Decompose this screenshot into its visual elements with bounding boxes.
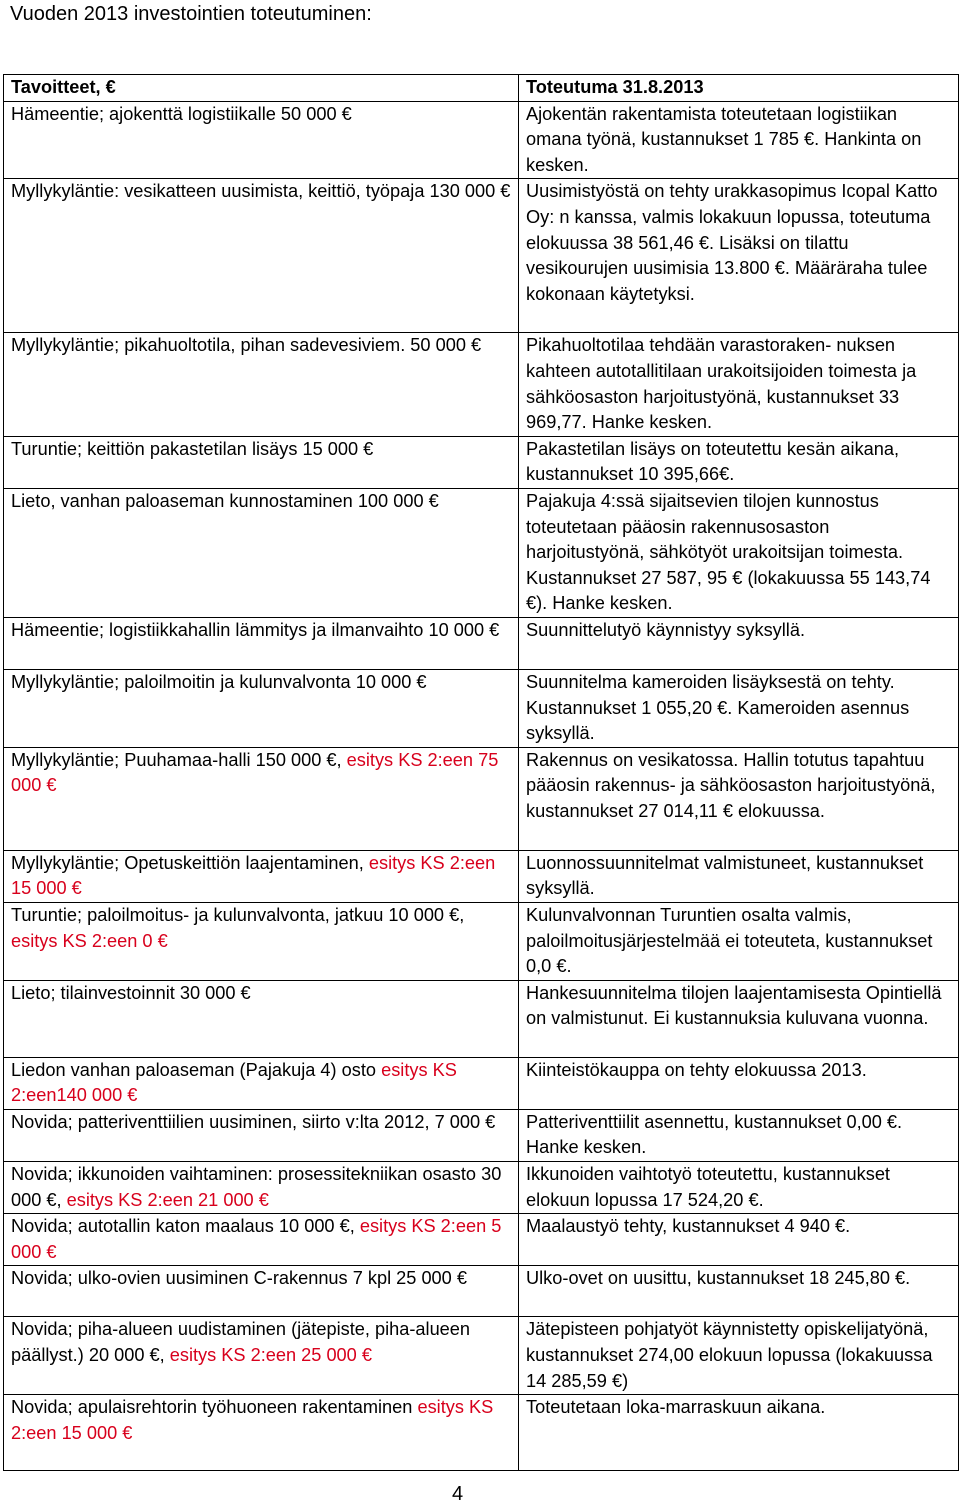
table-row xyxy=(4,980,959,1057)
target-text: Turuntie; paloilmoitus- ja kulunvalvonta, jatkuu 10 000 €, xyxy=(11,904,465,925)
target-text: Myllykyläntie; paloilmoitin ja kulunvalvonta 10 000 € xyxy=(11,671,427,692)
table-row xyxy=(4,1214,959,1266)
page-number: 4 xyxy=(452,1483,464,1505)
target-text: Novida; ulko-ovien uusiminen C-rakennus 7 kpl 25 000 € xyxy=(11,1268,467,1289)
target-cell xyxy=(4,1395,519,1471)
target-cell xyxy=(4,850,519,902)
table-row xyxy=(4,1057,959,1109)
target-cell xyxy=(4,617,519,669)
target-cell xyxy=(4,1109,519,1161)
table-row xyxy=(4,1162,959,1214)
proposal-text: esitys KS 2:een 21 000 € xyxy=(66,1189,269,1210)
target-text: Myllykyläntie; Puuhamaa-halli 150 000 €, xyxy=(11,749,347,770)
target-cell xyxy=(4,1162,519,1214)
target-text: Liedon vanhan paloaseman (Pajakuja 4) osto xyxy=(11,1059,382,1080)
actual-cell: Pikahuoltotilaa tehdään varastoraken- nuksen kahteen autotallitilaan urakoitsijoiden toimesta ja sähköosaston harjoitustyönä, kustannukset 33 969,77. Hanke kesken. xyxy=(519,333,959,436)
target-cell xyxy=(4,669,519,747)
proposal-text: esitys KS 2:een 75 000 € xyxy=(11,749,499,796)
proposal-text: esitys KS 2:een 15 000 € xyxy=(11,1397,494,1443)
target-text: Myllykyläntie; Opetuskeittiön laajentaminen, xyxy=(11,852,369,873)
actual-cell: Hankesuunnitelma tilojen laajentamisesta Opintiellä on valmistunut. Ei kustannuksia kuluvana vuonna. xyxy=(519,980,959,1057)
table-row xyxy=(4,488,959,617)
target-cell xyxy=(4,1317,519,1395)
table-row xyxy=(4,1317,959,1395)
target-text: Novida; autotallin katon maalaus 10 000 €, xyxy=(11,1216,360,1237)
target-text: Novida; ikkunoiden vaihtaminen: prosessitekniikan osasto 30 000 €, xyxy=(11,1164,502,1210)
target-cell xyxy=(4,902,519,980)
investment-table xyxy=(3,74,959,1471)
actual-cell: Luonnossuunnitelmat valmistuneet, kustannukset syksyllä. xyxy=(519,850,959,902)
target-cell xyxy=(4,1057,519,1109)
target-text: Lieto, vanhan paloaseman kunnostaminen 100 000 € xyxy=(11,490,439,511)
proposal-text: esitys KS 2:een140 000 € xyxy=(11,1059,457,1106)
table-row xyxy=(4,1395,959,1471)
table-row xyxy=(4,902,959,980)
target-cell xyxy=(4,333,519,436)
table-row xyxy=(4,1109,959,1161)
proposal-text: esitys KS 2:een 0 € xyxy=(11,930,168,951)
proposal-text: esitys KS 2:een 25 000 € xyxy=(169,1345,372,1366)
table-header-row xyxy=(4,75,959,102)
table-row xyxy=(4,669,959,747)
actual-cell: Kulunvalvonnan Turuntien osalta valmis, paloilmoitusjärjestelmää ei toteuteta, kustannukset 0,0 €. xyxy=(519,902,959,980)
page-title: Vuoden 2013 investointien toteutuminen: xyxy=(10,3,372,25)
table-row xyxy=(4,333,959,436)
target-text: Hämeentie; ajokenttä logistiikalle 50 000 € xyxy=(11,103,352,124)
target-text: Hämeentie; logistiikkahallin lämmitys ja ilmanvaihto 10 000 € xyxy=(11,619,500,640)
target-cell xyxy=(4,436,519,488)
actual-cell: Kiinteistökauppa on tehty elokuussa 2013. xyxy=(519,1057,959,1109)
target-text: Lieto; tilainvestoinnit 30 000 € xyxy=(11,982,251,1003)
actual-cell: Maalaustyö tehty, kustannukset 4 940 €. xyxy=(519,1214,959,1266)
proposal-text: esitys KS 2:een 5 000 € xyxy=(11,1216,502,1262)
target-text: Myllykyläntie; pikahuoltotila, pihan sadevesiviem. 50 000 € xyxy=(11,335,482,356)
actual-cell: Suunnitelma kameroiden lisäyksestä on tehty. Kustannukset 1 055,20 €. Kameroiden asennus syksyllä. xyxy=(519,669,959,747)
actual-cell: Suunnittelutyö käynnistyy syksyllä. xyxy=(519,617,959,669)
actual-cell: Uusimistyöstä on tehty urakkasopimus Icopal Katto Oy: n kanssa, valmis lokakuun lopussa, toteutuma elokuussa 38 561,46 €. Lisäksi on tilattu vesikourujen uusimisia 13.800 €. Määräraha tulee kokonaan käytetyksi. xyxy=(519,179,959,333)
actual-cell: Jätepisteen pohjatyöt käynnistetty opiskelijatyönä, kustannukset 274,00 elokuun lopussa (lokakuussa 14 285,59 €) xyxy=(519,1317,959,1395)
target-cell xyxy=(4,980,519,1057)
table-row xyxy=(4,617,959,669)
table-row xyxy=(4,1266,959,1317)
table-row xyxy=(4,179,959,333)
table-row xyxy=(4,747,959,850)
target-text: Novida; piha-alueen uudistaminen (jätepiste, piha-alueen päällyst.) 20 000 €, xyxy=(11,1319,471,1366)
actual-cell: Rakennus on vesikatossa. Hallin totutus tapahtuu pääosin rakennus- ja sähköosaston harjoitustyönä, kustannukset 27 014,11 € elokuussa. xyxy=(519,747,959,850)
actual-cell: Ikkunoiden vaihtotyö toteutettu, kustannukset elokuun lopussa 17 524,20 €. xyxy=(519,1162,959,1214)
actual-cell: Pakastetilan lisäys on toteutettu kesän aikana, kustannukset 10 395,66€. xyxy=(519,436,959,488)
target-cell xyxy=(4,1266,519,1317)
target-cell xyxy=(4,101,519,179)
table-row xyxy=(4,850,959,902)
target-text: Myllykyläntie: vesikatteen uusimista, keittiö, työpaja 130 000 € xyxy=(11,181,511,202)
target-cell xyxy=(4,179,519,333)
header-actual: Toteutuma 31.8.2013 xyxy=(519,75,959,102)
actual-cell: Ulko-ovet on uusittu, kustannukset 18 245,80 €. xyxy=(519,1266,959,1317)
target-text: Novida; apulaisrehtorin työhuoneen rakentaminen xyxy=(11,1397,418,1418)
actual-cell: Pajakuja 4:ssä sijaitsevien tilojen kunnostus toteutetaan pääosin rakennusosaston harjoitustyönä, sähkötyöt urakoitsijan toimesta. Kustannukset 27 587, 95 € (lokakuussa 55 143,74 €). Hanke kesken. xyxy=(519,488,959,617)
target-cell xyxy=(4,1214,519,1266)
target-cell xyxy=(4,747,519,850)
target-text: Turuntie; keittiön pakastetilan lisäys 15 000 € xyxy=(11,438,374,459)
header-targets: Tavoitteet, € xyxy=(4,75,519,102)
actual-cell: Toteutetaan loka-marraskuun aikana. xyxy=(519,1395,959,1471)
actual-cell: Patteriventtiilit asennettu, kustannukset 0,00 €. Hanke kesken. xyxy=(519,1109,959,1161)
target-cell xyxy=(4,488,519,617)
target-text: Novida; patteriventtiilien uusiminen, siirto v:lta 2012, 7 000 € xyxy=(11,1111,496,1132)
proposal-text: esitys KS 2:een 15 000 € xyxy=(11,852,496,899)
actual-cell: Ajokentän rakentamista toteutetaan logistiikan omana työnä, kustannukset 1 785 €. Hankinta on kesken. xyxy=(519,101,959,179)
table-row xyxy=(4,436,959,488)
table-row xyxy=(4,101,959,179)
